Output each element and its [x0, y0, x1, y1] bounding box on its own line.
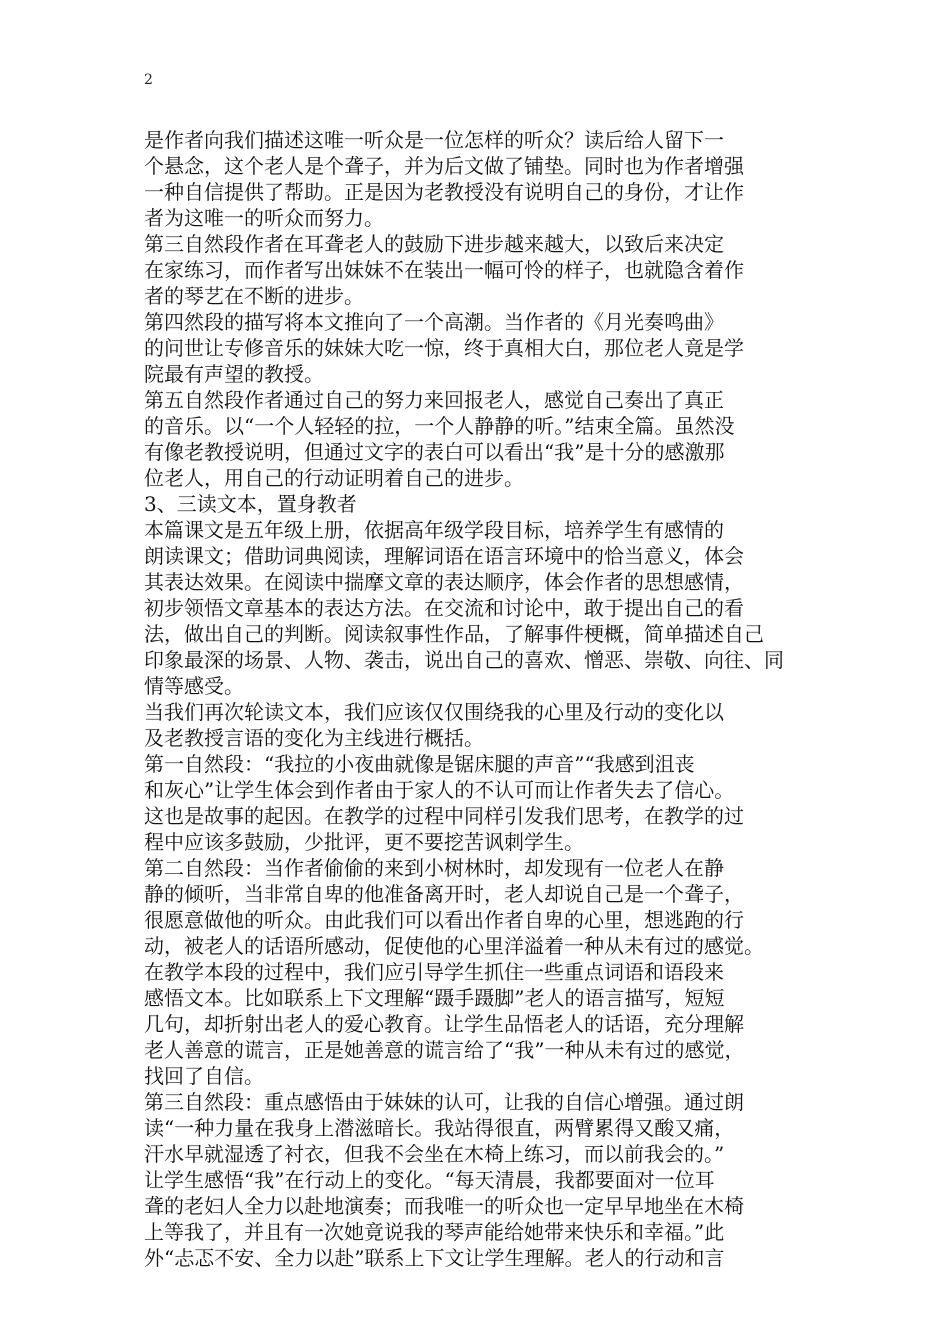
- text-line: 程中应该多鼓励，少批评，更不要挖苦讽刺学生。: [144, 830, 584, 854]
- text-line: 第三自然段作者在耳聋老人的鼓励下进步越来越大，以致后来决定: [144, 232, 724, 256]
- text-line: 老人善意的谎言，正是她善意的谎言给了“我”一种从未有过的感觉，: [144, 1038, 745, 1062]
- text-line: 其表达效果。在阅读中揣摩文章的表达顺序，体会作者的思想感情，: [144, 570, 744, 594]
- text-line: 很愿意做他的听众。由此我们可以看出作者自卑的心里，想逃跑的行: [144, 908, 744, 932]
- text-line: 聋的老妇人全力以赴地演奏；而我唯一的听众也一定早早地坐在木椅: [144, 1194, 744, 1218]
- text-line: 3、三读文本，置身教者: [144, 492, 357, 516]
- text-line: 在家练习，而作者写出妹妹不在装出一幅可怜的样子，也就隐含着作: [144, 258, 744, 282]
- text-line: 朗读课文；借助词典阅读，理解词语在语言环境中的恰当意义，体会: [144, 544, 744, 568]
- text-line: 有像老教授说明，但通过文字的表白可以看出“我”是十分的感激那: [144, 440, 725, 464]
- text-line: 第二自然段：当作者偷偷的来到小树林时，却发现有一位老人在静: [144, 856, 724, 880]
- text-line: 这也是故事的起因。在教学的过程中同样引发我们思考，在教学的过: [144, 804, 744, 828]
- text-line: 位老人，用自己的行动证明着自己的进步。: [144, 466, 524, 490]
- text-line: 印象最深的场景、人物、袭击，说出自己的喜欢、憎恶、崇敬、向往、同: [144, 648, 784, 672]
- text-line: 上等我了，并且有一次她竟说我的琴声能给她带来快乐和幸福。”此: [144, 1220, 725, 1244]
- text-line: 汗水早就湿透了衬衣，但我不会坐在木椅上练习，而以前我会的。”: [144, 1142, 725, 1166]
- text-line: 者的琴艺在不断的进步。: [144, 284, 364, 308]
- text-line: 第三自然段：重点感悟由于妹妹的认可，让我的自信心增强。通过朗: [144, 1090, 744, 1114]
- text-line: 院最有声望的教授。: [144, 362, 324, 386]
- text-line: 在教学本段的过程中，我们应引导学生抓住一些重点词语和语段来: [144, 960, 724, 984]
- text-line: 静的倾听，当非常自卑的他准备离开时，老人却说自己是一个聋子，: [144, 882, 744, 906]
- document-body: [144, 127, 816, 1271]
- text-line: 让学生感悟“我”在行动上的变化。“每天清晨，我都要面对一位耳: [144, 1168, 715, 1192]
- text-line: 一种自信提供了帮助。正是因为老教授没有说明自己的身份，才让作: [144, 180, 744, 204]
- text-line: 及老教授言语的变化为主线进行概括。: [144, 726, 484, 750]
- text-line: 本篇课文是五年级上册，依据高年级学段目标，培养学生有感情的: [144, 518, 724, 542]
- text-line: 的问世让专修音乐的妹妹大吃一惊，终于真相大白，那位老人竟是学: [144, 336, 744, 360]
- text-line: 法，做出自己的判断。阅读叙事性作品，了解事件梗概，简单描述自己: [144, 622, 764, 646]
- text-line: 的音乐。以“一个人轻轻的拉，一个人静静的听。”结束全篇。虽然没: [144, 414, 735, 438]
- text-line: 是作者向我们描述这唯一听众是一位怎样的听众？读后给人留下一: [144, 128, 724, 152]
- text-line: 第四然段的描写将本文推向了一个高潮。当作者的《月光奏鸣曲》: [144, 310, 724, 334]
- text-line: 第五自然段作者通过自己的努力来回报老人，感觉自己奏出了真正: [144, 388, 724, 412]
- text-line: 和灰心”让学生体会到作者由于家人的不认可而让作者失去了信心。: [144, 778, 735, 802]
- page-number: 2: [144, 72, 153, 88]
- text-line: 第一自然段：“我拉的小夜曲就像是锯床腿的声音”“我感到沮丧: [144, 752, 695, 776]
- text-line: 几句，却折射出老人的爱心教育。让学生品悟老人的话语，充分理解: [144, 1012, 744, 1036]
- text-line: 者为这唯一的听众而努力。: [144, 206, 384, 230]
- text-line: 读“一种力量在我身上潜滋暗长。我站得很直，两臂累得又酸又痛，: [144, 1116, 735, 1140]
- text-line: 外“忐忑不安、全力以赴”联系上下文让学生理解。老人的行动和言: [144, 1246, 725, 1270]
- text-line: 个悬念，这个老人是个聋子，并为后文做了铺垫。同时也为作者增强: [144, 154, 744, 178]
- text-line: 当我们再次轮读文本，我们应该仅仅围绕我的心里及行动的变化以: [144, 700, 724, 724]
- text-line: 情等感受。: [144, 674, 244, 698]
- text-line: 找回了自信。: [144, 1064, 264, 1088]
- text-line: 感悟文本。比如联系上下文理解“蹑手蹑脚”老人的语言描写，短短: [144, 986, 725, 1010]
- text-line: 初步领悟文章基本的表达方法。在交流和讨论中，敢于提出自己的看: [144, 596, 744, 620]
- text-line: 动，被老人的话语所感动，促使他的心里洋溢着一种从未有过的感觉。: [144, 934, 764, 958]
